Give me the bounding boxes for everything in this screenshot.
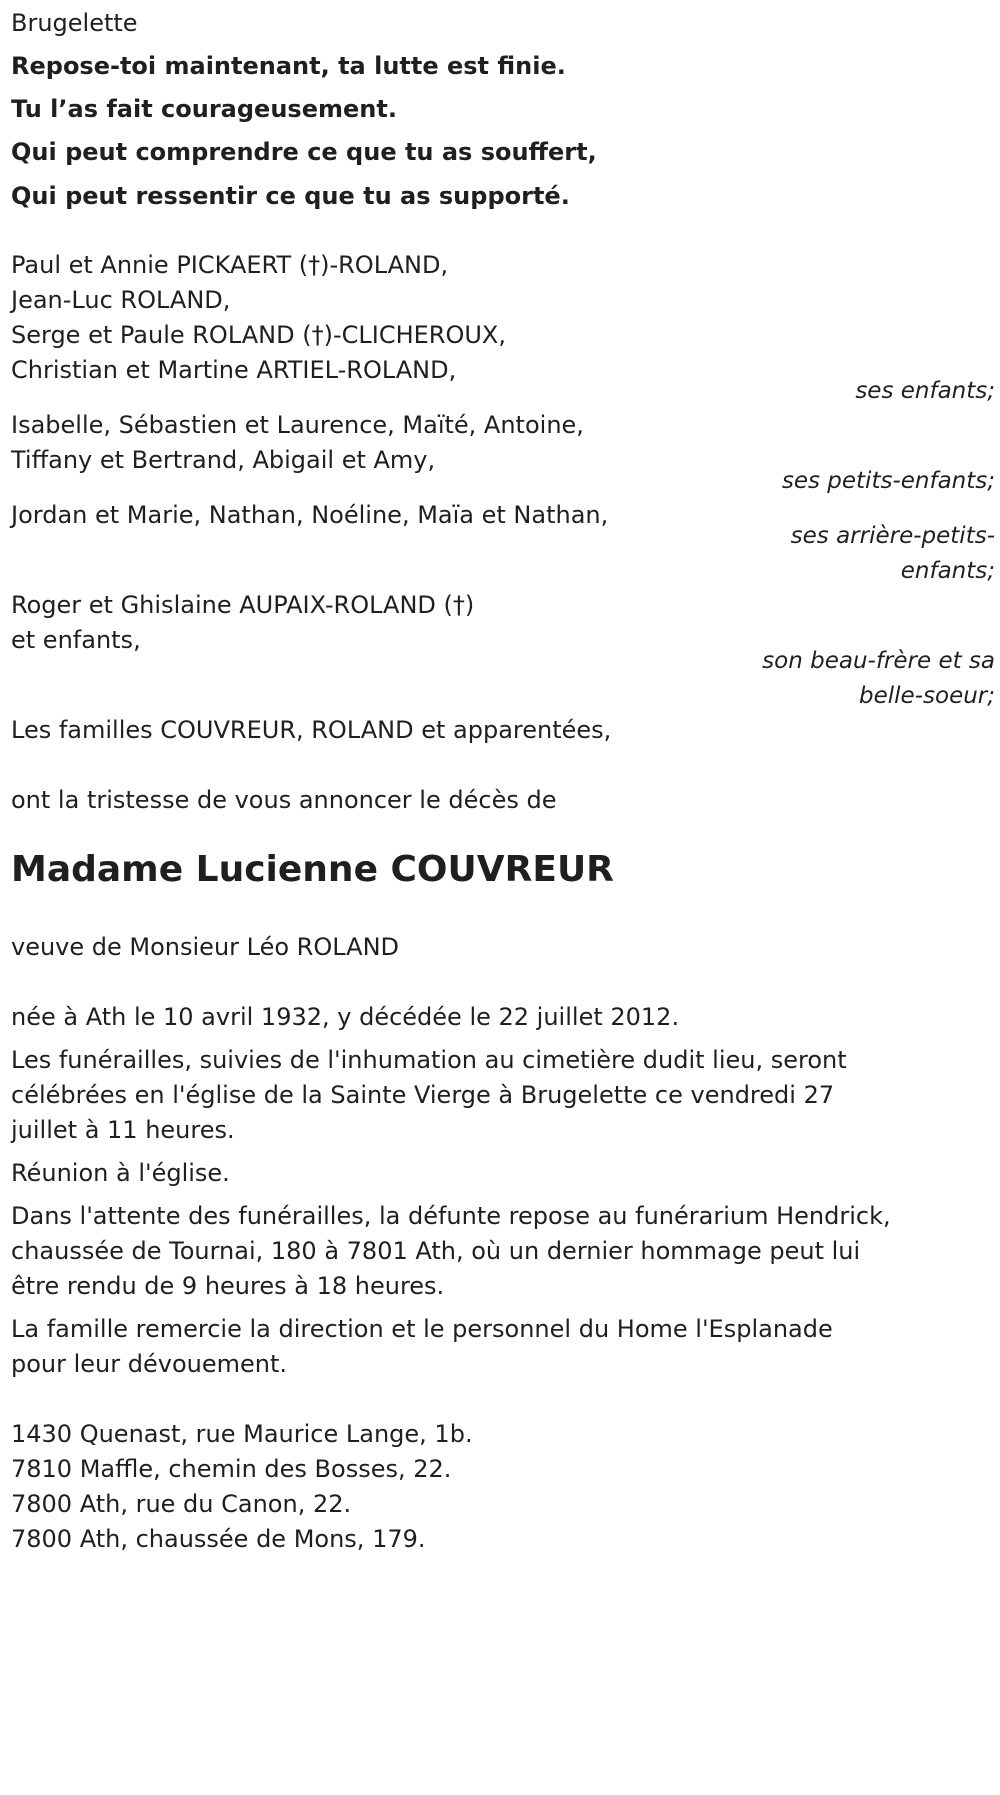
resting-line: chaussée de Tournai, 180 à 7801 Ath, où un dernier hommage peut lui bbox=[11, 1237, 861, 1265]
child-entry: Paul et Annie PICKAERT (†)-ROLAND, bbox=[11, 251, 449, 279]
in-laws-role: son beau-frère et sa bbox=[762, 648, 995, 674]
thanks-line: La famille remercie la direction et le personnel du Home l'Esplanade bbox=[11, 1315, 833, 1343]
resting-line: Dans l'attente des funérailles, la défunte repose au funérarium Hendrick, bbox=[11, 1202, 891, 1230]
meeting-line: Réunion à l'église. bbox=[11, 1159, 230, 1187]
great-grandchildren-role: enfants; bbox=[900, 558, 995, 584]
in-law-entry: et enfants, bbox=[11, 626, 141, 654]
poem-line: Qui peut comprendre ce que tu as souffert, bbox=[11, 138, 597, 166]
deceased-name: Madame Lucienne COUVREUR bbox=[11, 849, 614, 890]
resting-line: être rendu de 9 heures à 18 heures. bbox=[11, 1272, 445, 1300]
announcement: ont la tristesse de vous annoncer le décès de bbox=[11, 786, 557, 814]
child-entry: Christian et Martine ARTIEL-ROLAND, bbox=[11, 356, 457, 384]
thanks-line: pour leur dévouement. bbox=[11, 1350, 288, 1378]
great-grandchild-entry: Jordan et Marie, Nathan, Noéline, Maïa et Nathan, bbox=[11, 501, 609, 529]
child-entry: Jean-Luc ROLAND, bbox=[11, 286, 231, 314]
address-line: 1430 Quenast, rue Maurice Lange, 1b. bbox=[11, 1420, 473, 1448]
in-laws-role: belle-soeur; bbox=[859, 683, 995, 709]
address-line: 7800 Ath, rue du Canon, 22. bbox=[11, 1490, 352, 1518]
great-grandchildren-role: ses arrière-petits- bbox=[790, 523, 995, 549]
widow-of: veuve de Monsieur Léo ROLAND bbox=[11, 933, 400, 961]
families-line: Les familles COUVREUR, ROLAND et apparentées, bbox=[11, 716, 612, 744]
location: Brugelette bbox=[11, 9, 138, 37]
grandchildren-role: ses petits-enfants; bbox=[781, 468, 995, 494]
child-entry: Serge et Paule ROLAND (†)-CLICHEROUX, bbox=[11, 321, 506, 349]
funeral-line: Les funérailles, suivies de l'inhumation au cimetière dudit lieu, seront bbox=[11, 1046, 847, 1074]
poem-line: Qui peut ressentir ce que tu as supporté. bbox=[11, 182, 570, 210]
in-law-entry: Roger et Ghislaine AUPAIX-ROLAND (†) bbox=[11, 591, 475, 619]
children-role: ses enfants; bbox=[855, 378, 995, 404]
address-line: 7800 Ath, chaussée de Mons, 179. bbox=[11, 1525, 426, 1553]
funeral-line: célébrées en l'église de la Sainte Vierge à Brugelette ce vendredi 27 bbox=[11, 1081, 835, 1109]
poem-line: Tu l’as fait courageusement. bbox=[11, 95, 397, 123]
birth-death-line: née à Ath le 10 avril 1932, y décédée le 22 juillet 2012. bbox=[11, 1003, 680, 1031]
funeral-line: juillet à 11 heures. bbox=[11, 1116, 235, 1144]
grandchild-entry: Isabelle, Sébastien et Laurence, Maïté, Antoine, bbox=[11, 411, 584, 439]
address-line: 7810 Maffle, chemin des Bosses, 22. bbox=[11, 1455, 452, 1483]
grandchild-entry: Tiffany et Bertrand, Abigail et Amy, bbox=[11, 446, 436, 474]
poem-line: Repose-toi maintenant, ta lutte est finie. bbox=[11, 52, 566, 80]
